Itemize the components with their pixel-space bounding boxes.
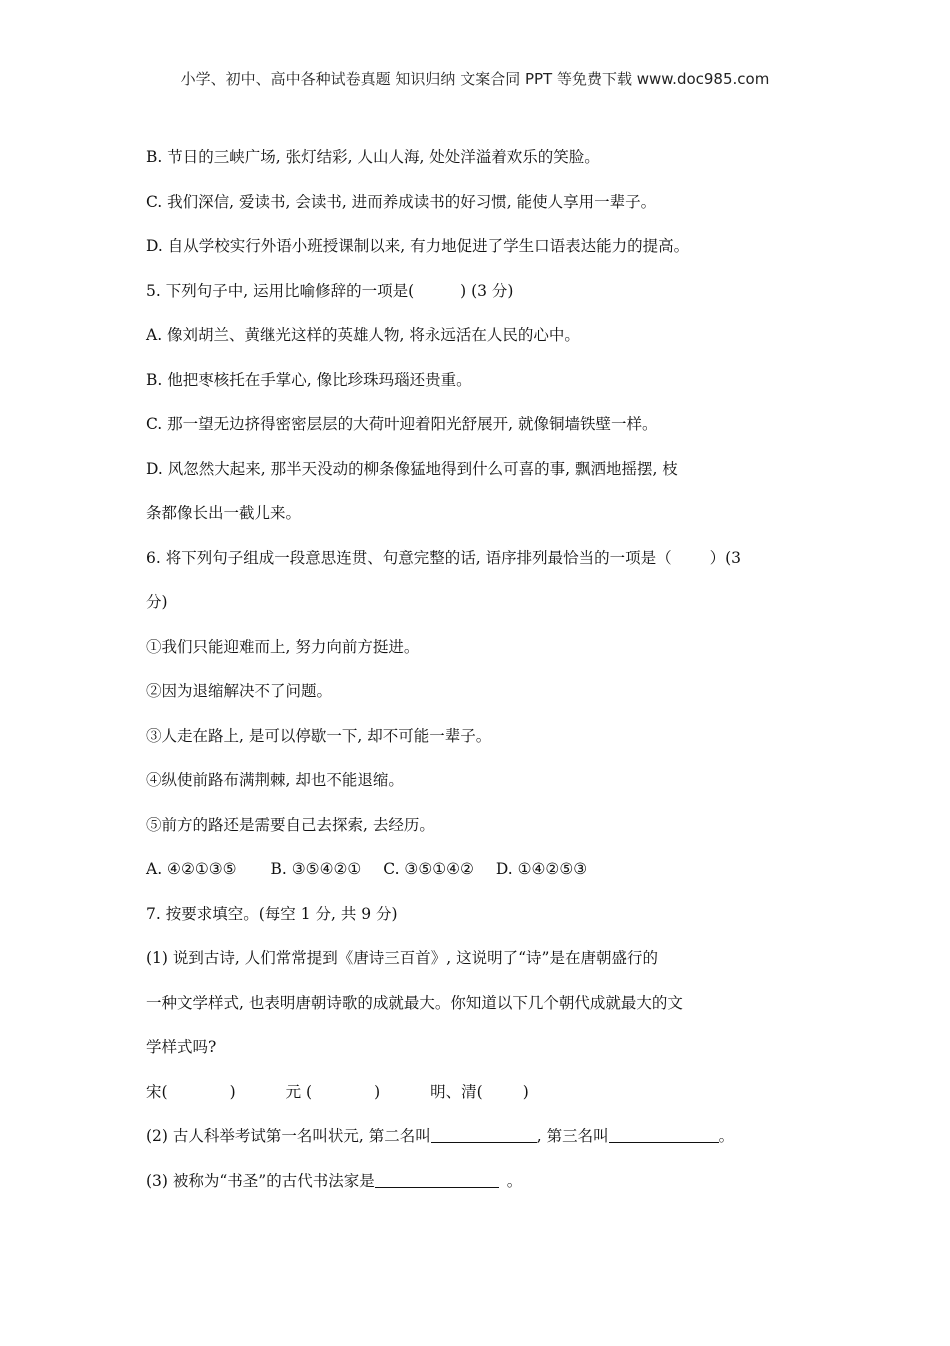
q7-part2-text: (2) 古人科举考试第一名叫状元, 第二名叫 bbox=[146, 1127, 431, 1145]
page-header: 小学、初中、高中各种试卷真题 知识归纳 文案合同 PPT 等免费下载 www.doc985.com bbox=[180, 70, 770, 88]
q7-part3-end: 。 bbox=[506, 1171, 523, 1190]
ming-qing-close: ) bbox=[522, 1082, 529, 1101]
q7-part1-cont: 一种文学样式, 也表明唐朝诗歌的成就最大。你知道以下几个朝代成就最大的文 bbox=[146, 993, 683, 1012]
q7-part2 bbox=[146, 1121, 826, 1166]
q7-part3-text: (3) 被称为“书圣”的古代书法家是 bbox=[146, 1171, 375, 1190]
q6-score: ）(3 bbox=[709, 548, 741, 567]
q6-sentence-5: ⑤前方的路还是需要自己去探索, 去经历。 bbox=[146, 815, 435, 834]
q6-stem bbox=[146, 543, 826, 588]
q6-sentence-1: ①我们只能迎难而上, 努力向前方挺进。 bbox=[146, 637, 420, 656]
q4-option-c: C. 我们深信, 爱读书, 会读书, 进而养成读书的好习惯, 能使人享用一辈子。 bbox=[146, 192, 657, 211]
q7-part1: (1) 说到古诗, 人们常常提到《唐诗三百首》, 这说明了“诗”是在唐朝盛行的 bbox=[146, 949, 658, 967]
q6-options bbox=[146, 854, 826, 899]
song-close: ) bbox=[229, 1082, 236, 1101]
q7-part3 bbox=[146, 1166, 826, 1211]
q4-option-d: D. 自从学校实行外语小班授课制以来, 有力地促进了学生口语表达能力的提高。 bbox=[146, 237, 690, 255]
yuan-close: ) bbox=[374, 1082, 381, 1101]
ming-qing-label: 明、清( bbox=[430, 1082, 483, 1101]
q5-stem-text: 5. 下列句子中, 运用比喻修辞的一项是( bbox=[146, 281, 415, 300]
q7-dynasty-row bbox=[146, 1077, 826, 1122]
q6-sentence-4: ④纵使前路布满荆棘, 却也不能退缩。 bbox=[146, 771, 404, 789]
third-place-blank[interactable] bbox=[609, 1124, 719, 1143]
q6-sentence-3: ③人走在路上, 是可以停歇一下, 却不可能一辈子。 bbox=[146, 726, 492, 745]
q4-option-b: B. 节日的三峡广场, 张灯结彩, 人山人海, 处处洋溢着欢乐的笑脸。 bbox=[146, 148, 600, 166]
song-label: 宋( bbox=[146, 1082, 168, 1101]
q5-option-d: D. 风忽然大起来, 那半天没动的柳条像猛地得到什么可喜的事, 飘洒地摇摆, 枝 bbox=[146, 459, 678, 478]
second-place-blank[interactable] bbox=[431, 1124, 537, 1143]
q5-option-c: C. 那一望无边挤得密密层层的大荷叶迎着阳光舒展开, 就像铜墙铁壁一样。 bbox=[146, 415, 658, 433]
q6-option-b: B. ③⑤④②① bbox=[270, 860, 362, 878]
q6-option-a: A. ④②①③⑤ bbox=[146, 860, 237, 878]
q6-stem-text: 6. 将下列句子组成一段意思连贯、句意完整的话, 语序排列最恰当的一项是（ bbox=[146, 548, 672, 567]
q5-stem bbox=[146, 276, 826, 321]
q6-option-c: C. ③⑤①④② bbox=[383, 860, 474, 878]
q5-option-b: B. 他把枣核托在手掌心, 像比珍珠玛瑙还贵重。 bbox=[146, 370, 472, 389]
q5-option-a: A. 像刘胡兰、黄继光这样的英雄人物, 将永远活在人民的心中。 bbox=[146, 326, 580, 344]
q5-score: ) (3 分) bbox=[460, 281, 514, 300]
q7-part2-end: 。 bbox=[718, 1127, 735, 1145]
q6-option-d: D. ①④②⑤③ bbox=[495, 860, 588, 878]
q6-stem-cont: 分) bbox=[146, 593, 168, 611]
q7-part1-cont2: 学样式吗? bbox=[146, 1038, 217, 1056]
yuan-label: 元 ( bbox=[285, 1082, 313, 1101]
q5-option-d-cont: 条都像长出一截儿来。 bbox=[146, 504, 302, 522]
question-content bbox=[146, 142, 826, 1210]
q6-sentence-2: ②因为退缩解决不了问题。 bbox=[146, 682, 333, 700]
calligrapher-blank[interactable] bbox=[375, 1169, 499, 1188]
q7-part2-text2: , 第三名叫 bbox=[536, 1127, 609, 1145]
q7-stem: 7. 按要求填空。(每空 1 分, 共 9 分) bbox=[146, 904, 398, 923]
